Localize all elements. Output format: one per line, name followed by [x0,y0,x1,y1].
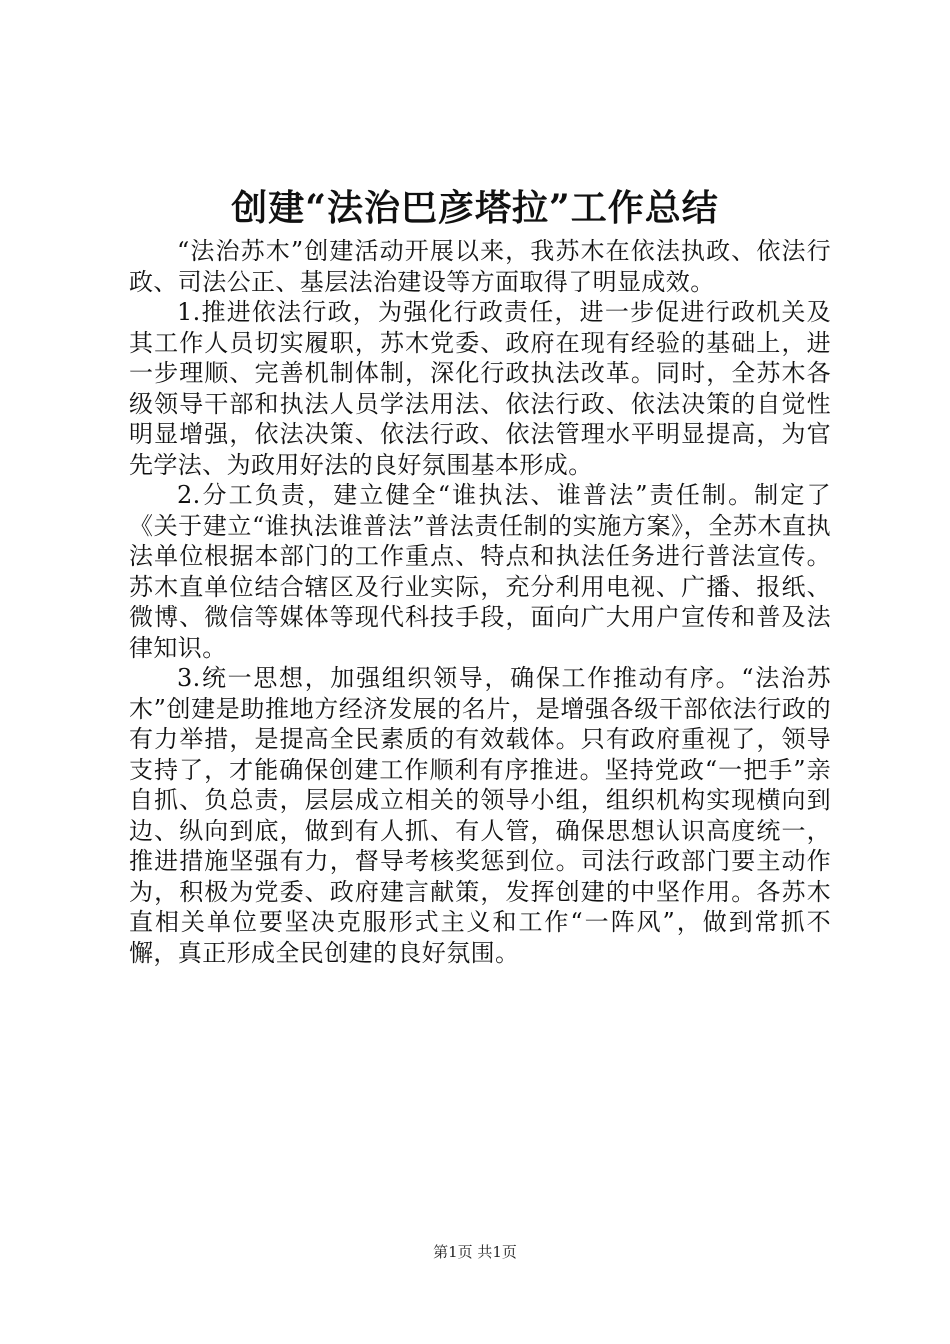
paragraph-intro: “法治苏木”创建活动开展以来，我苏木在依法执政、依法行政、司法公正、基层法治建设等方面取得了明显成效。 [129,237,831,296]
paragraph-item-3: 3.统一思想，加强组织领导，确保工作推动有序。“法治苏木”创建是助推地方经济发展的名片，是增强各级干部依法行政的有力举措，是提高全民素质的有效载体。只有政府重视了，领导支持了，才能确保创建工作顺利有序推进。坚持党政“一把手”亲自抓、负总责，层层成立相关的领导小组，组织机构实现横向到边、纵向到底，做到有人抓、有人管，确保思想认识高度统一，推进措施坚强有力，督导考核奖惩到位。司法行政部门要主动作为，积极为党委、政府建言献策，发挥创建的中坚作用。各苏木直相关单位要坚决克服形式主义和工作“一阵风”，做到常抓不懈，真正形成全民创建的良好氛围。 [129,664,831,967]
paragraph-item-2: 2.分工负责，建立健全“谁执法、谁普法”责任制。制定了《关于建立“谁执法谁普法”普法责任制的实施方案》，全苏木直执法单位根据本部门的工作重点、特点和执法任务进行普法宣传。苏木直单位结合辖区及行业实际，充分利用电视、广播、报纸、微博、微信等媒体等现代科技手段，面向广大用户宣传和普及法律知识。 [129,481,831,662]
document-title: 创建“法治巴彦塔拉”工作总结 [231,187,719,229]
page-footer: 第1页 共1页 [433,1243,517,1261]
paragraph-item-1: 1.推进依法行政，为强化行政责任，进一步促进行政机关及其工作人员切实履职，苏木党委、政府在现有经验的基础上，进一步理顺、完善机制体制，深化行政执法改革。同时，全苏木各级领导干部和执法人员学法用法、依法行政、依法决策的自觉性明显增强，依法决策、依法行政、依法管理水平明显提高，为官先学法、为政用好法的良好氛围基本形成。 [129,298,831,479]
document-body [129,236,831,968]
